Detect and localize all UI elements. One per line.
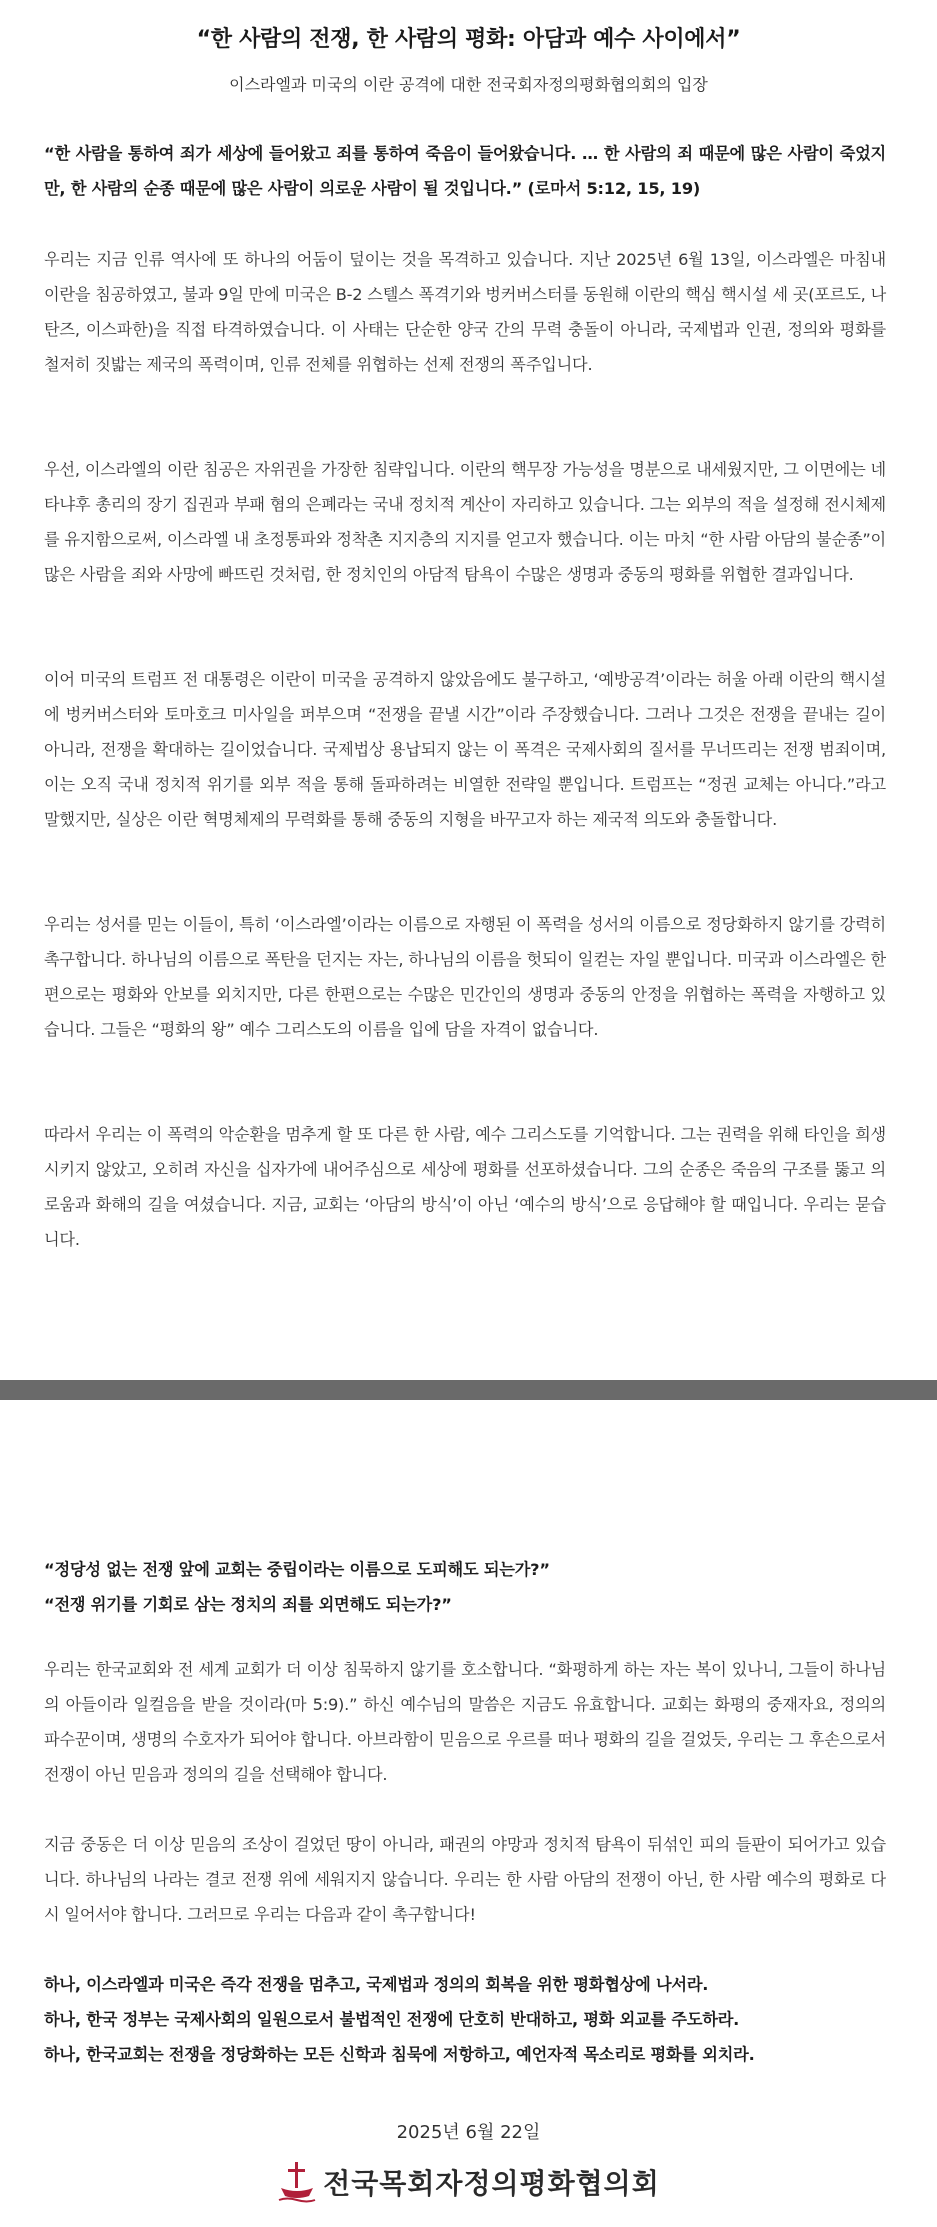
organization-name: 전국목회자정의평화협의회: [323, 2167, 660, 2200]
question-2: “전쟁 위기를 기회로 삼는 정치의 죄를 외면해도 되는가?”: [44, 1595, 452, 1614]
demand-2: 하나, 한국 정부는 국제사회의 일원으로서 불법적인 전쟁에 단호히 반대하고, 평화 외교를 주도하라.: [44, 2010, 740, 2029]
statement-page-2: [0, 1400, 937, 2227]
document-subtitle: 이스라엘과 미국의 이란 공격에 대한 전국회자정의평화협의회의 입장: [229, 75, 708, 94]
statement-date: 2025년 6월 22일: [396, 2122, 541, 2143]
demand-3: 하나, 한국교회는 전쟁을 정당화하는 모든 신학과 침묵에 저항하고, 예언자적 목소리로 평화를 외치라.: [44, 2045, 755, 2064]
paragraph-6: 우리는 한국교회와 전 세계 교회가 더 이상 침묵하지 않기를 호소합니다. “화평하게 하는 자는 복이 있나니, 그들이 하나님의 아들이라 일컬음을 받을 것이라(마 5:9).” 하신 예수님의 말씀은 지금도 유효합니다. 교회는 화평의 중재자요, 정의의 파수꾼이며, 생명의 수호자가 되어야 합니다. 아브라함이 믿음으로 우르를 떠나 평화의 길을 걸었듯, 우리는 그 후손으로서 전쟁이 아닌 믿음과 정의의 길을 선택해야 합니다.: [44, 1660, 886, 1784]
paragraph-7: 지금 중동은 더 이상 믿음의 조상이 걸었던 땅이 아니라, 패권의 야망과 정치적 탐욕이 뒤섞인 피의 들판이 되어가고 있습니다. 하나님의 나라는 결코 전쟁 위에 세워지지 않습니다. 우리는 한 사람 아담의 전쟁이 아닌, 한 사람 예수의 평화로 다시 일어서야 합니다. 그러므로 우리는 다음과 같이 촉구합니다!: [44, 1835, 886, 1924]
page-divider: [0, 1380, 937, 1400]
question-1: “정당성 없는 전쟁 앞에 교회는 중립이라는 이름으로 도피해도 되는가?”: [44, 1560, 550, 1579]
organization-signature: [0, 2160, 937, 2204]
scripture-epigraph: “한 사람을 통하여 죄가 세상에 들어왔고 죄를 통하여 죽음이 들어왔습니다. … 한 사람의 죄 때문에 많은 사람이 죽었지만, 한 사람의 순종 때문에 많은 사람이 의로운 사람이 될 것입니다.” (로마서 5:12, 15, 19): [44, 144, 886, 198]
paragraph-1: 우리는 지금 인류 역사에 또 하나의 어둠이 덮이는 것을 목격하고 있습니다. 지난 2025년 6월 13일, 이스라엘은 마침내 이란을 침공하였고, 불과 9일 만에 미국은 B-2 스텔스 폭격기와 벙커버스터를 동원해 이란의 핵심 핵시설 세 곳(포르도, 나탄즈, 이스파한)을 직접 타격하였습니다. 이 사태는 단순한 양국 간의 무력 충돌이 아니라, 국제법과 인권, 정의와 평화를 철저히 짓밟는 제국의 폭력이며, 인류 전체를 위협하는 선제 전쟁의 폭주입니다.: [44, 250, 886, 374]
paragraph-3: 이어 미국의 트럼프 전 대통령은 이란이 미국을 공격하지 않았음에도 불구하고, ‘예방공격’이라는 허울 아래 이란의 핵시설에 벙커버스터와 토마호크 미사일을 퍼부으며 “전쟁을 끝낼 시간”이라 주장했습니다. 그러나 그것은 전쟁을 끝내는 길이 아니라, 전쟁을 확대하는 길이었습니다. 국제법상 용납되지 않는 이 폭격은 국제사회의 질서를 무너뜨리는 전쟁 범죄이며, 이는 오직 국내 정치적 위기를 외부 적을 통해 돌파하려는 비열한 전략일 뿐입니다. 트럼프는 “정권 교체는 아니다.”라고 말했지만, 실상은 이란 혁명체제의 무력화를 통해 중동의 지형을 바꾸고자 하는 제국적 의도와 충돌합니다.: [44, 670, 886, 829]
cross-boat-logo-icon: [277, 2160, 317, 2204]
paragraph-4: 우리는 성서를 믿는 이들이, 특히 ‘이스라엘’이라는 이름으로 자행된 이 폭력을 성서의 이름으로 정당화하지 않기를 강력히 촉구합니다. 하나님의 이름으로 폭탄을 던지는 자는, 하나님의 이름을 헛되이 일컫는 자일 뿐입니다. 미국과 이스라엘은 한편으로는 평화와 안보를 외치지만, 다른 한편으로는 수많은 민간인의 생명과 중동의 안정을 위협하는 폭력을 자행하고 있습니다. 그들은 “평화의 왕” 예수 그리스도의 이름을 입에 담을 자격이 없습니다.: [44, 915, 886, 1039]
paragraph-2: 우선, 이스라엘의 이란 침공은 자위권을 가장한 침략입니다. 이란의 핵무장 가능성을 명분으로 내세웠지만, 그 이면에는 네타냐후 총리의 장기 집권과 부패 혐의 은폐라는 국내 정치적 계산이 자리하고 있습니다. 그는 외부의 적을 설정해 전시체제를 유지함으로써, 이스라엘 내 초정통파와 정착촌 지지층의 지지를 얻고자 했습니다. 이는 마치 “한 사람 아담의 불순종”이 많은 사람을 죄와 사망에 빠뜨린 것처럼, 한 정치인의 아담적 탐욕이 수많은 생명과 중동의 평화를 위협한 결과입니다.: [44, 460, 886, 584]
demand-1: 하나, 이스라엘과 미국은 즉각 전쟁을 멈추고, 국제법과 정의의 회복을 위한 평화협상에 나서라.: [44, 1975, 709, 1994]
document-title: “한 사람의 전쟁, 한 사람의 평화: 아담과 예수 사이에서”: [196, 27, 741, 52]
paragraph-5: 따라서 우리는 이 폭력의 악순환을 멈추게 할 또 다른 한 사람, 예수 그리스도를 기억합니다. 그는 권력을 위해 타인을 희생시키지 않았고, 오히려 자신을 십자가에 내어주심으로 세상에 평화를 선포하셨습니다. 그의 순종은 죽음의 구조를 뚫고 의로움과 화해의 길을 여셨습니다. 지금, 교회는 ‘아담의 방식’이 아닌 ‘예수의 방식’으로 응답해야 할 때입니다. 우리는 묻습니다.: [44, 1125, 886, 1249]
